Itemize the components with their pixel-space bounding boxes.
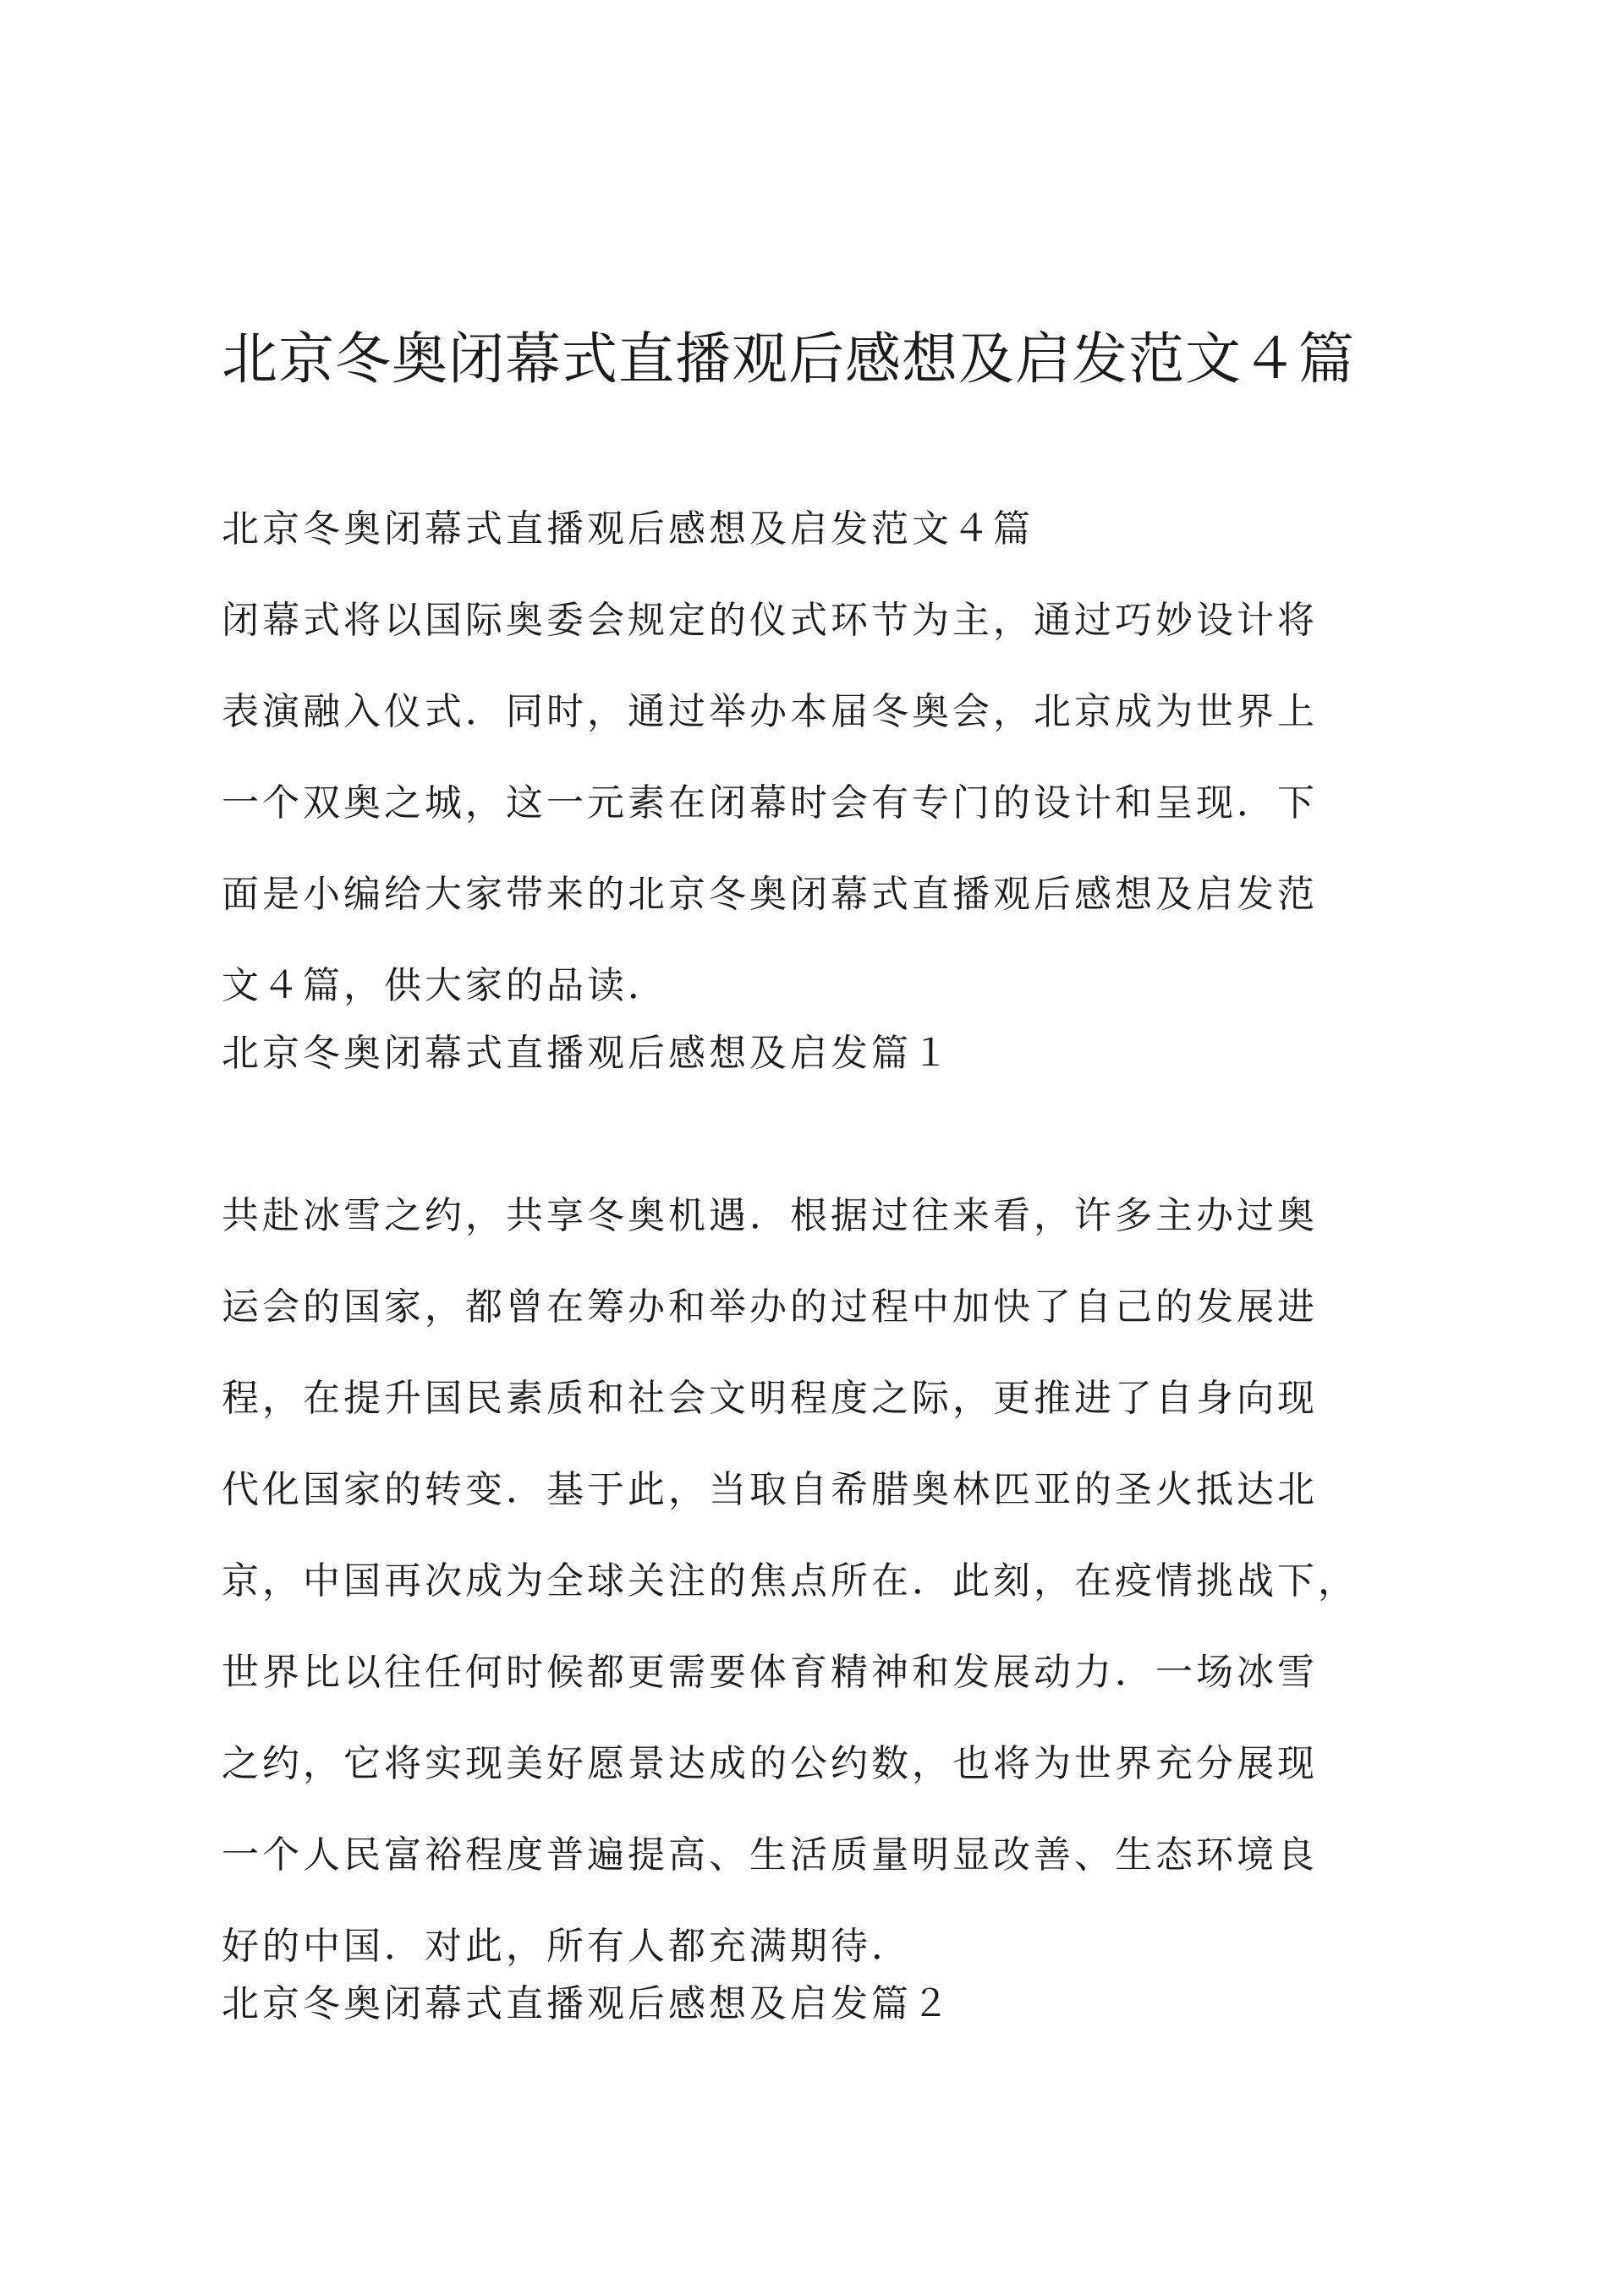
section-1-heading-text: 北京冬奥闭幕式直播观后感想及启发篇１ (222, 1032, 952, 1075)
section-2-heading-text: 北京冬奥闭幕式直播观后感想及启发篇２ (222, 1982, 952, 2025)
paragraph-line: 程，在提升国民素质和社会文明程度之际，更推进了自身向现 (222, 1377, 1318, 1420)
paragraph-line: 代化国家的转变．基于此，当取自希腊奥林匹亚的圣火抵达北 (222, 1468, 1318, 1511)
paragraph-line: 共赴冰雪之约，共享冬奥机遇．根据过往来看，许多主办过奥 (222, 1194, 1318, 1237)
intro-line: 北京冬奥闭幕式直播观后感想及启发范文４篇 (222, 507, 1034, 551)
intro-line: 闭幕式将以国际奥委会规定的仪式环节为主，通过巧妙设计将 (222, 599, 1318, 642)
paragraph-line: 好的中国．对此，所有人都充满期待． (222, 1925, 912, 1968)
intro-line: 文４篇，供大家的品读． (222, 964, 668, 1007)
paragraph-line: 一个人民富裕程度普遍提高、生活质量明显改善、生态环境良 (222, 1833, 1318, 1877)
section-2-heading (222, 1959, 1423, 2050)
paragraph-line: 世界比以往任何时候都更需要体育精神和发展动力．一场冰雪 (222, 1651, 1318, 1694)
intro-line: 一个双奥之城，这一元素在闭幕时会有专门的设计和呈现．下 (222, 781, 1318, 825)
intro-line: 面是小编给大家带来的北京冬奥闭幕式直播观后感想及启发范 (222, 873, 1318, 916)
section-1-heading (222, 1008, 1423, 1099)
section-1-paragraph (222, 1170, 1423, 1992)
paragraph-line: 京，中国再次成为全球关注的焦点所在．此刻，在疫情挑战下， (222, 1559, 1358, 1603)
document-title: 北京冬奥闭幕式直播观后感想及启发范文４篇 (222, 326, 1355, 392)
paragraph-line: 之约，它将实现美好愿景达成的公约数，也将为世界充分展现 (222, 1742, 1318, 1785)
intro-line: 表演融入仪式．同时，通过举办本届冬奥会，北京成为世界上 (222, 690, 1318, 733)
paragraph-line: 运会的国家，都曾在筹办和举办的过程中加快了自己的发展进 (222, 1285, 1318, 1329)
intro-paragraph (222, 484, 1423, 1032)
